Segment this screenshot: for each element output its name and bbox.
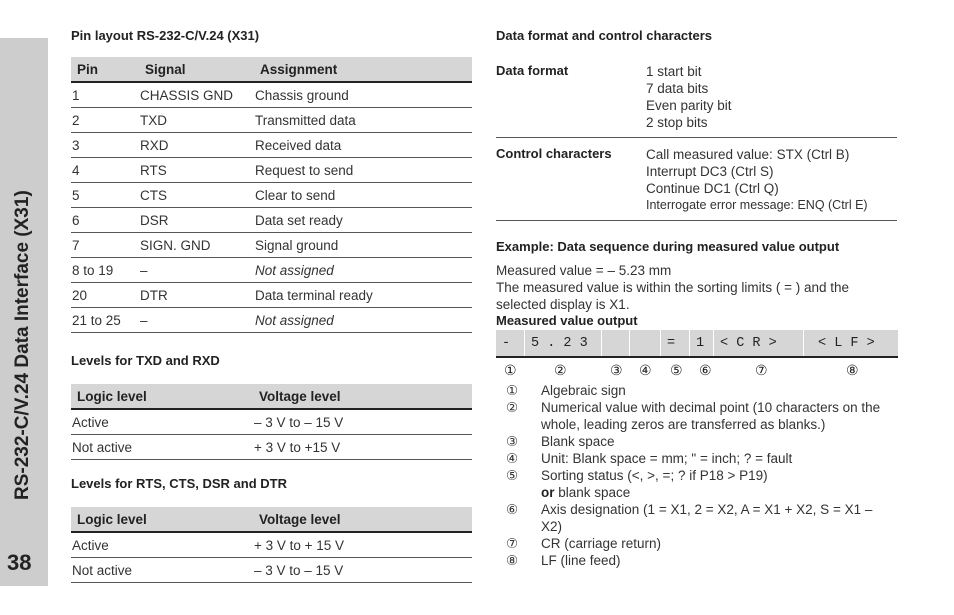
- table-row: [71, 158, 472, 183]
- table-cell: Transmitted data: [254, 108, 472, 133]
- table-row: [71, 532, 472, 558]
- table-row: [71, 435, 472, 460]
- measured-value-sequence: [496, 330, 898, 358]
- table-row: [71, 258, 472, 283]
- table-cell: 8 to 19: [71, 258, 139, 283]
- right-column: [496, 28, 898, 569]
- legend-text: Numerical value with decimal point (10 characters on the whole, leading zeros are transferred as blanks.): [541, 400, 881, 432]
- table-cell: Signal ground: [254, 233, 472, 258]
- table-cell: 4: [71, 158, 139, 183]
- legend-number: ③: [506, 434, 519, 449]
- table-row: [71, 208, 472, 233]
- seq-cell: < C R >: [714, 330, 804, 356]
- seq-cell: 1: [690, 330, 714, 356]
- table-cell: Request to send: [254, 158, 472, 183]
- marker: ①: [504, 362, 517, 378]
- table-cell: Chassis ground: [254, 82, 472, 108]
- example-line-2: The measured value is within the sorting limits ( = ) and the selected display is X1.: [496, 280, 850, 312]
- table-cell: 3: [71, 133, 139, 158]
- table-row: [71, 283, 472, 308]
- table-row: [71, 233, 472, 258]
- legend-number: ⑤: [506, 468, 519, 483]
- col-header: Assignment: [254, 57, 472, 82]
- seq-cell: 5 . 2 3: [525, 330, 602, 356]
- output-label: Measured value output: [496, 313, 638, 328]
- table-row: [71, 183, 472, 208]
- col-header: Voltage level: [253, 507, 472, 532]
- table-cell: Clear to send: [254, 183, 472, 208]
- table-cell: 20: [71, 283, 139, 308]
- example-line-1: Measured value = – 5.23 mm: [496, 263, 672, 278]
- control-value: Interrupt DC3 (Ctrl S): [646, 164, 774, 179]
- table-cell: 1: [71, 82, 139, 108]
- format-value: 2 stop bits: [646, 115, 708, 130]
- legend-text: CR (carriage return): [541, 536, 662, 551]
- table-cell: –: [139, 258, 254, 283]
- table-cell: –: [139, 308, 254, 333]
- legend-item: [496, 501, 898, 535]
- legend-item: [496, 467, 898, 501]
- marker: ⑥: [699, 362, 712, 378]
- control-value: Call measured value: STX (Ctrl B): [646, 147, 850, 162]
- table-row: [71, 82, 472, 108]
- table-row: [71, 409, 472, 435]
- seq-cell: < L F >: [818, 335, 875, 351]
- table-cell: 5: [71, 183, 139, 208]
- table-cell: Data terminal ready: [254, 283, 472, 308]
- legend-text: blank space: [554, 485, 631, 500]
- pin-layout-heading: Pin layout RS-232-C/V.24 (X31): [71, 28, 260, 43]
- table-cell: RTS: [139, 158, 254, 183]
- legend-text: Axis designation (1 = X1, 2 = X2, A = X1 + X2, S = X1 – X2): [541, 502, 873, 534]
- table-cell: Active: [71, 409, 253, 435]
- table-cell: – 3 V to – 15 V: [253, 409, 472, 435]
- table-cell: SIGN. GND: [139, 233, 254, 258]
- legend-number: ①: [506, 383, 519, 398]
- legend-item: [496, 433, 898, 450]
- table-cell: Received data: [254, 133, 472, 158]
- seq-cell: -: [496, 330, 525, 356]
- marker: ③: [610, 362, 623, 378]
- table-row: [71, 308, 472, 333]
- table-cell: Not active: [71, 435, 253, 460]
- seq-cell: =: [661, 330, 690, 356]
- levels-rts-table: [71, 507, 472, 583]
- legend-text: Sorting status (<, >, =; ? if P18 > P19): [541, 468, 768, 483]
- table-cell: 6: [71, 208, 139, 233]
- table-cell: + 3 V to + 15 V: [253, 532, 472, 558]
- legend-item: [496, 382, 898, 399]
- data-format-heading: Data format and control characters: [496, 28, 713, 43]
- legend-text: Algebraic sign: [541, 383, 626, 398]
- example-heading: Example: Data sequence during measured value output: [496, 239, 840, 254]
- control-value: Interrogate error message: ENQ (Ctrl E): [646, 198, 868, 212]
- marker: ④: [639, 362, 652, 378]
- marker: ⑧: [846, 362, 859, 378]
- page-number: 38: [7, 550, 32, 575]
- table-cell: CTS: [139, 183, 254, 208]
- table-cell: CHASSIS GND: [139, 82, 254, 108]
- format-value: Even parity bit: [646, 98, 732, 113]
- legend-text: Blank space: [541, 434, 615, 449]
- seq-cell: [602, 330, 630, 356]
- control-value: Continue DC1 (Ctrl Q): [646, 181, 779, 196]
- table-cell: RXD: [139, 133, 254, 158]
- left-column: [71, 28, 473, 583]
- col-header: Signal: [139, 57, 254, 82]
- legend-number: ④: [506, 451, 519, 466]
- legend-text: LF (line feed): [541, 553, 621, 568]
- table-cell: Active: [71, 532, 253, 558]
- legend-number: ⑥: [506, 502, 519, 517]
- format-value: 7 data bits: [646, 81, 709, 96]
- format-value: 1 start bit: [646, 64, 702, 79]
- table-cell: Data set ready: [254, 208, 472, 233]
- sequence-markers: [496, 362, 898, 382]
- table-cell: Not assigned: [254, 258, 472, 283]
- sidebar: [0, 38, 48, 586]
- table-row: [71, 108, 472, 133]
- levels-rts-heading: Levels for RTS, CTS, DSR and DTR: [71, 476, 287, 491]
- control-characters-label: Control characters: [496, 146, 612, 161]
- marker: ②: [554, 362, 567, 378]
- table-cell: Not assigned: [254, 308, 472, 333]
- legend-item: [496, 450, 898, 467]
- control-characters-row: [496, 138, 897, 221]
- table-cell: Not active: [71, 558, 253, 583]
- legend-text: Unit: Blank space = mm; " = inch; ? = fault: [541, 451, 793, 466]
- data-format-row: [496, 55, 897, 138]
- table-cell: DTR: [139, 283, 254, 308]
- marker: ⑦: [755, 362, 768, 378]
- col-header: Voltage level: [253, 384, 472, 409]
- legend-number: ②: [506, 400, 519, 415]
- data-format-label: Data format: [496, 63, 569, 78]
- table-row: [71, 558, 472, 583]
- levels-txd-table: [71, 384, 472, 460]
- marker: ⑤: [670, 362, 683, 378]
- col-header: Logic level: [71, 384, 253, 409]
- col-header: Pin: [71, 57, 139, 82]
- data-format-table: [496, 55, 897, 221]
- legend-number: ⑦: [506, 536, 519, 551]
- seq-cell: [630, 330, 661, 356]
- legend-item: [496, 399, 898, 433]
- table-cell: TXD: [139, 108, 254, 133]
- legend: [496, 382, 898, 569]
- legend-number: ⑧: [506, 553, 519, 568]
- pin-layout-table: [71, 57, 472, 333]
- table-cell: 2: [71, 108, 139, 133]
- table-cell: – 3 V to – 15 V: [253, 558, 472, 583]
- table-row: [71, 133, 472, 158]
- legend-item: [496, 552, 898, 569]
- chapter-title: RS-232-C/V.24 Data Interface (X31): [12, 190, 33, 500]
- table-cell: 7: [71, 233, 139, 258]
- table-cell: + 3 V to +15 V: [253, 435, 472, 460]
- legend-or: or: [541, 485, 555, 500]
- col-header: Logic level: [71, 507, 253, 532]
- levels-txd-heading: Levels for TXD and RXD: [71, 353, 220, 368]
- legend-item: [496, 535, 898, 552]
- table-cell: DSR: [139, 208, 254, 233]
- table-cell: 21 to 25: [71, 308, 139, 333]
